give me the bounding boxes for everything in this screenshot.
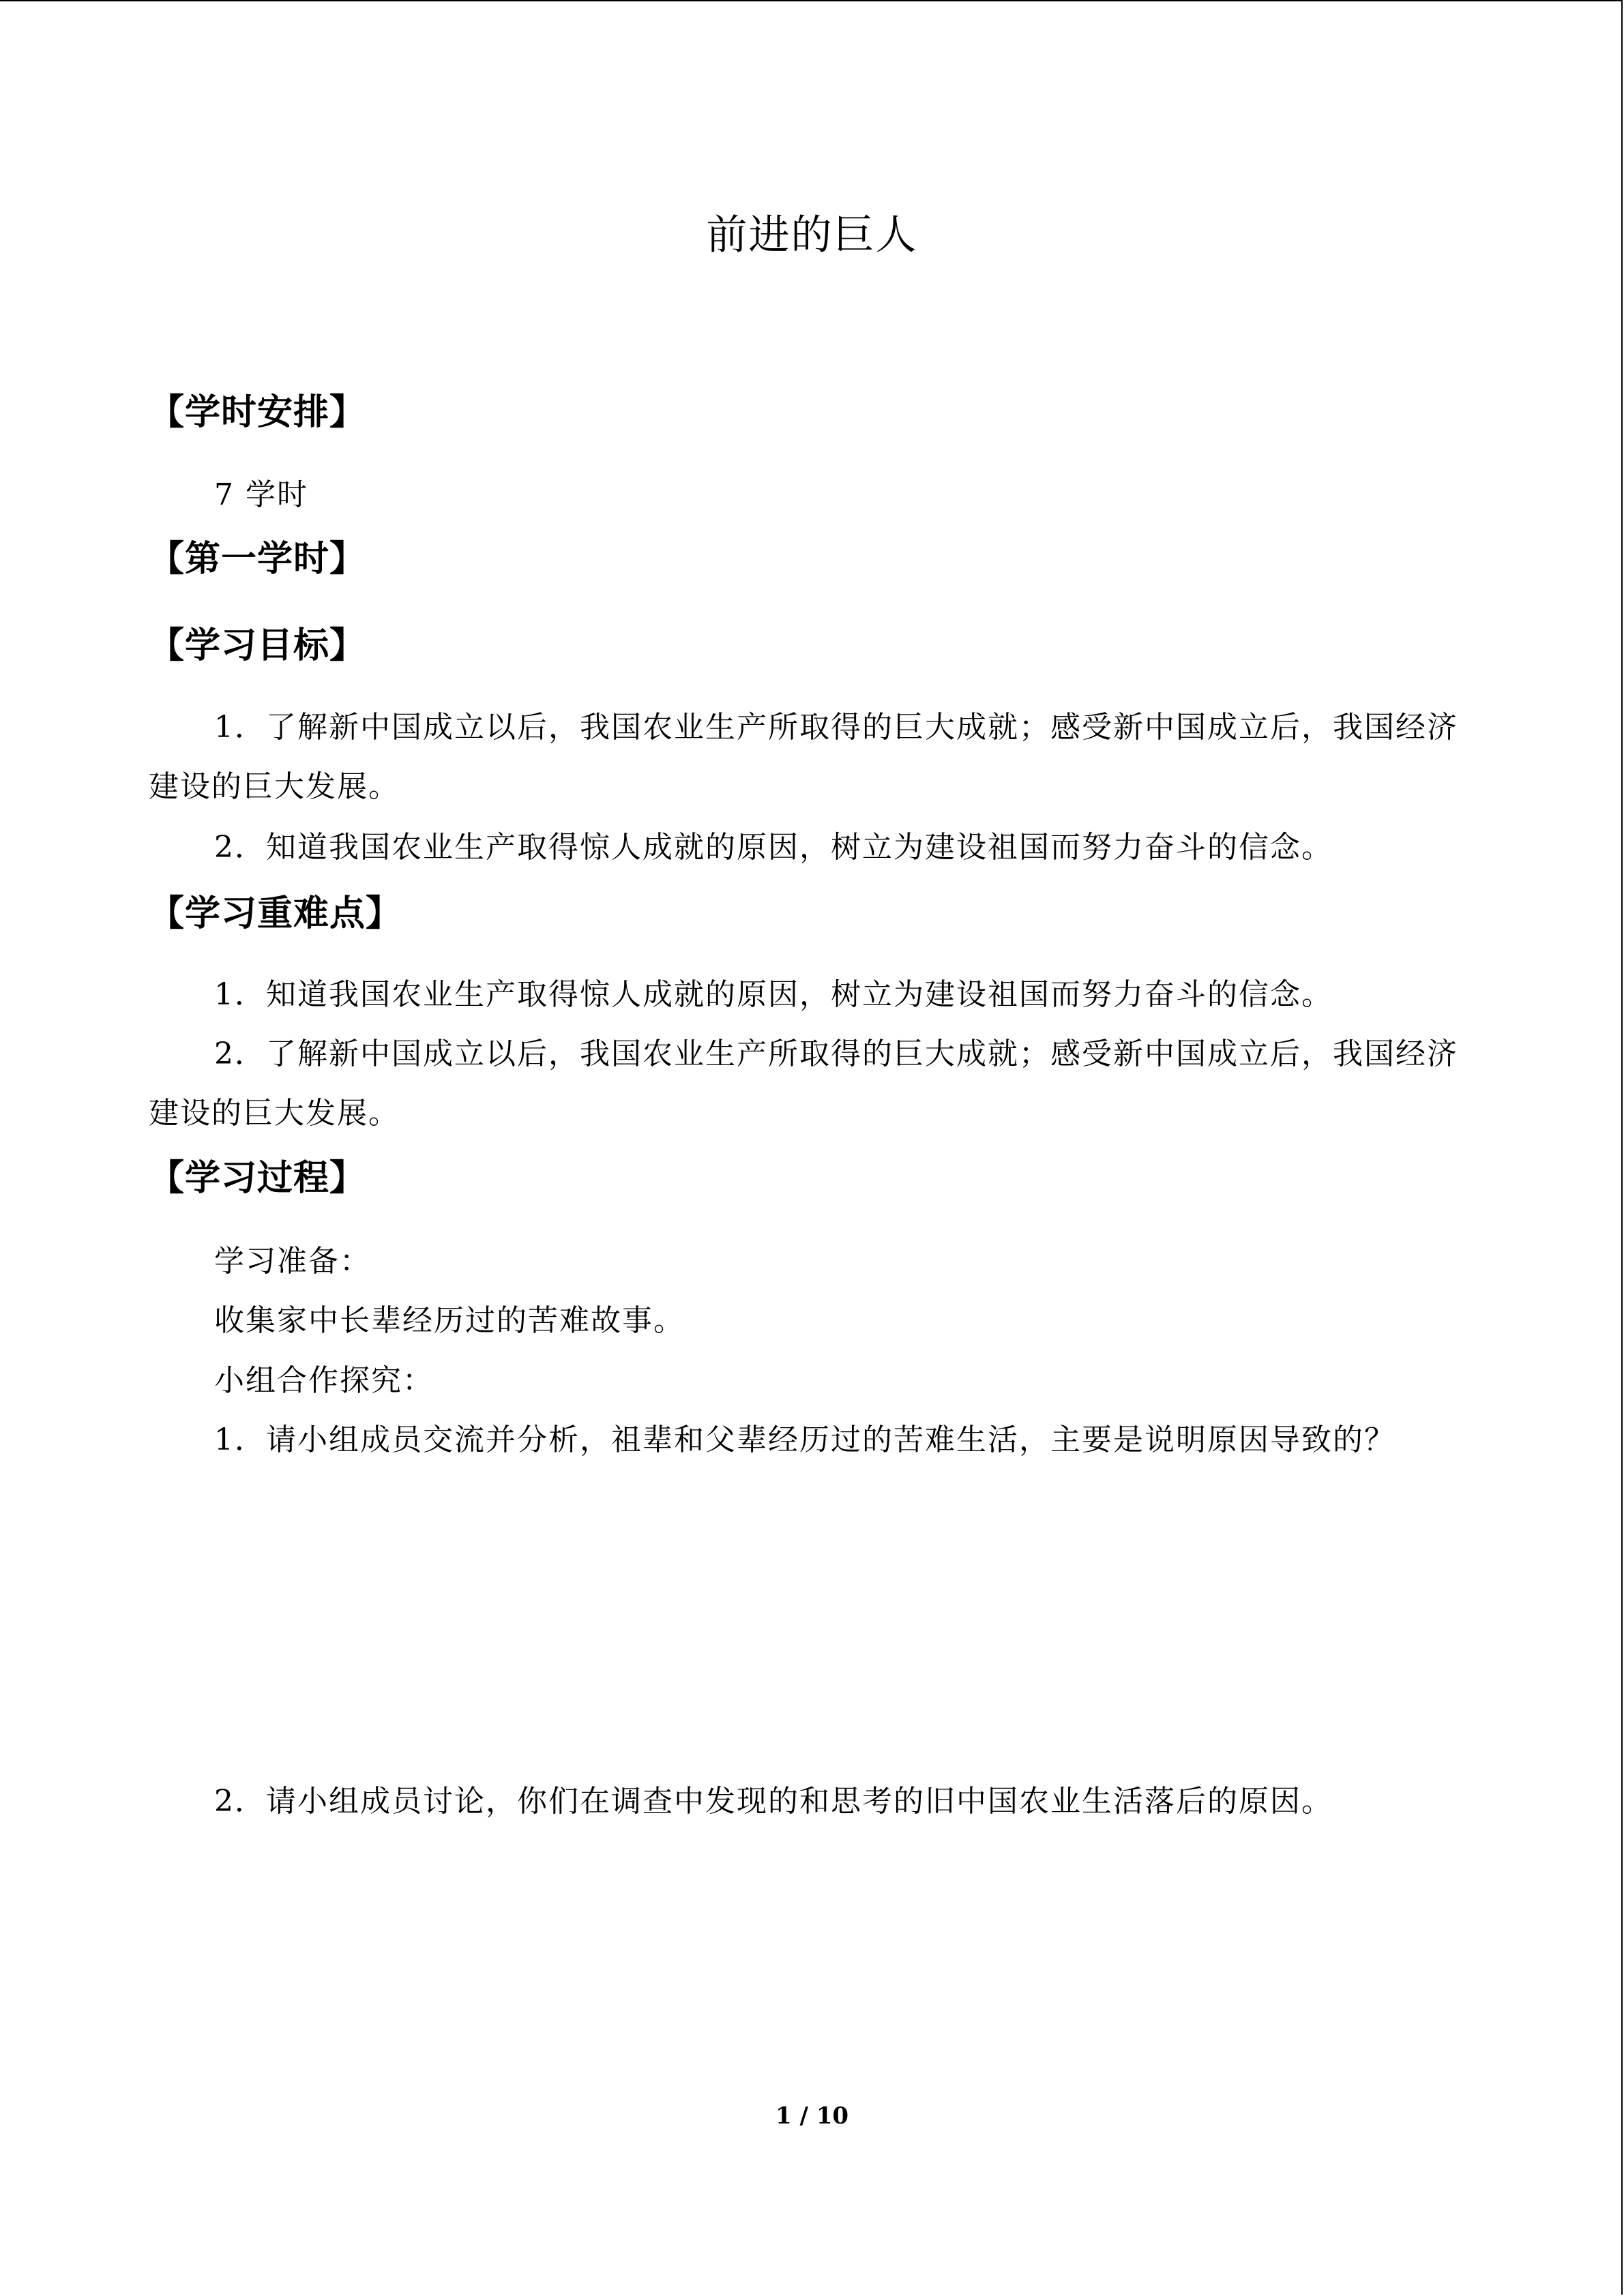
objective-item-1: 1．了解新中国成立以后，我国农业生产所取得的巨大成就；感受新中国成立后，我国经济建设的巨大发展。: [149, 710, 1458, 804]
heading-process: 【学习过程】: [149, 1158, 366, 1199]
heading-key-points: 【学习重难点】: [149, 893, 402, 934]
group-work-label: 小组合作探究：: [214, 1363, 434, 1398]
objective-item-2: 2．知道我国农业生产取得惊人成就的原因，树立为建设祖国而努力奋斗的信念。: [214, 830, 1333, 865]
key-point-item-2: 2．了解新中国成立以后，我国农业生产所取得的巨大成就；感受新中国成立后，我国经济建设的巨大发展。: [149, 1037, 1458, 1131]
heading-objectives: 【学习目标】: [149, 625, 366, 666]
question-2: 2．请小组成员讨论，你们在调查中发现的和思考的旧中国农业生活落后的原因。: [214, 1784, 1333, 1819]
heading-schedule: 【学时安排】: [149, 392, 366, 433]
question-1: 1．请小组成员交流并分析，祖辈和父辈经历过的苦难生活，主要是说明原因导致的？: [214, 1422, 1396, 1457]
document-title: 前进的巨人: [706, 211, 918, 259]
key-point-item-1: 1．知道我国农业生产取得惊人成就的原因，树立为建设祖国而努力奋斗的信念。: [214, 977, 1333, 1012]
heading-first-period: 【第一学时】: [149, 539, 366, 580]
page-number: 1 / 10: [775, 2102, 849, 2130]
preparation-label: 学习准备：: [214, 1244, 371, 1279]
preparation-text: 收集家中长辈经历过的苦难故事。: [214, 1303, 685, 1338]
schedule-text: 7 学时: [214, 477, 308, 512]
